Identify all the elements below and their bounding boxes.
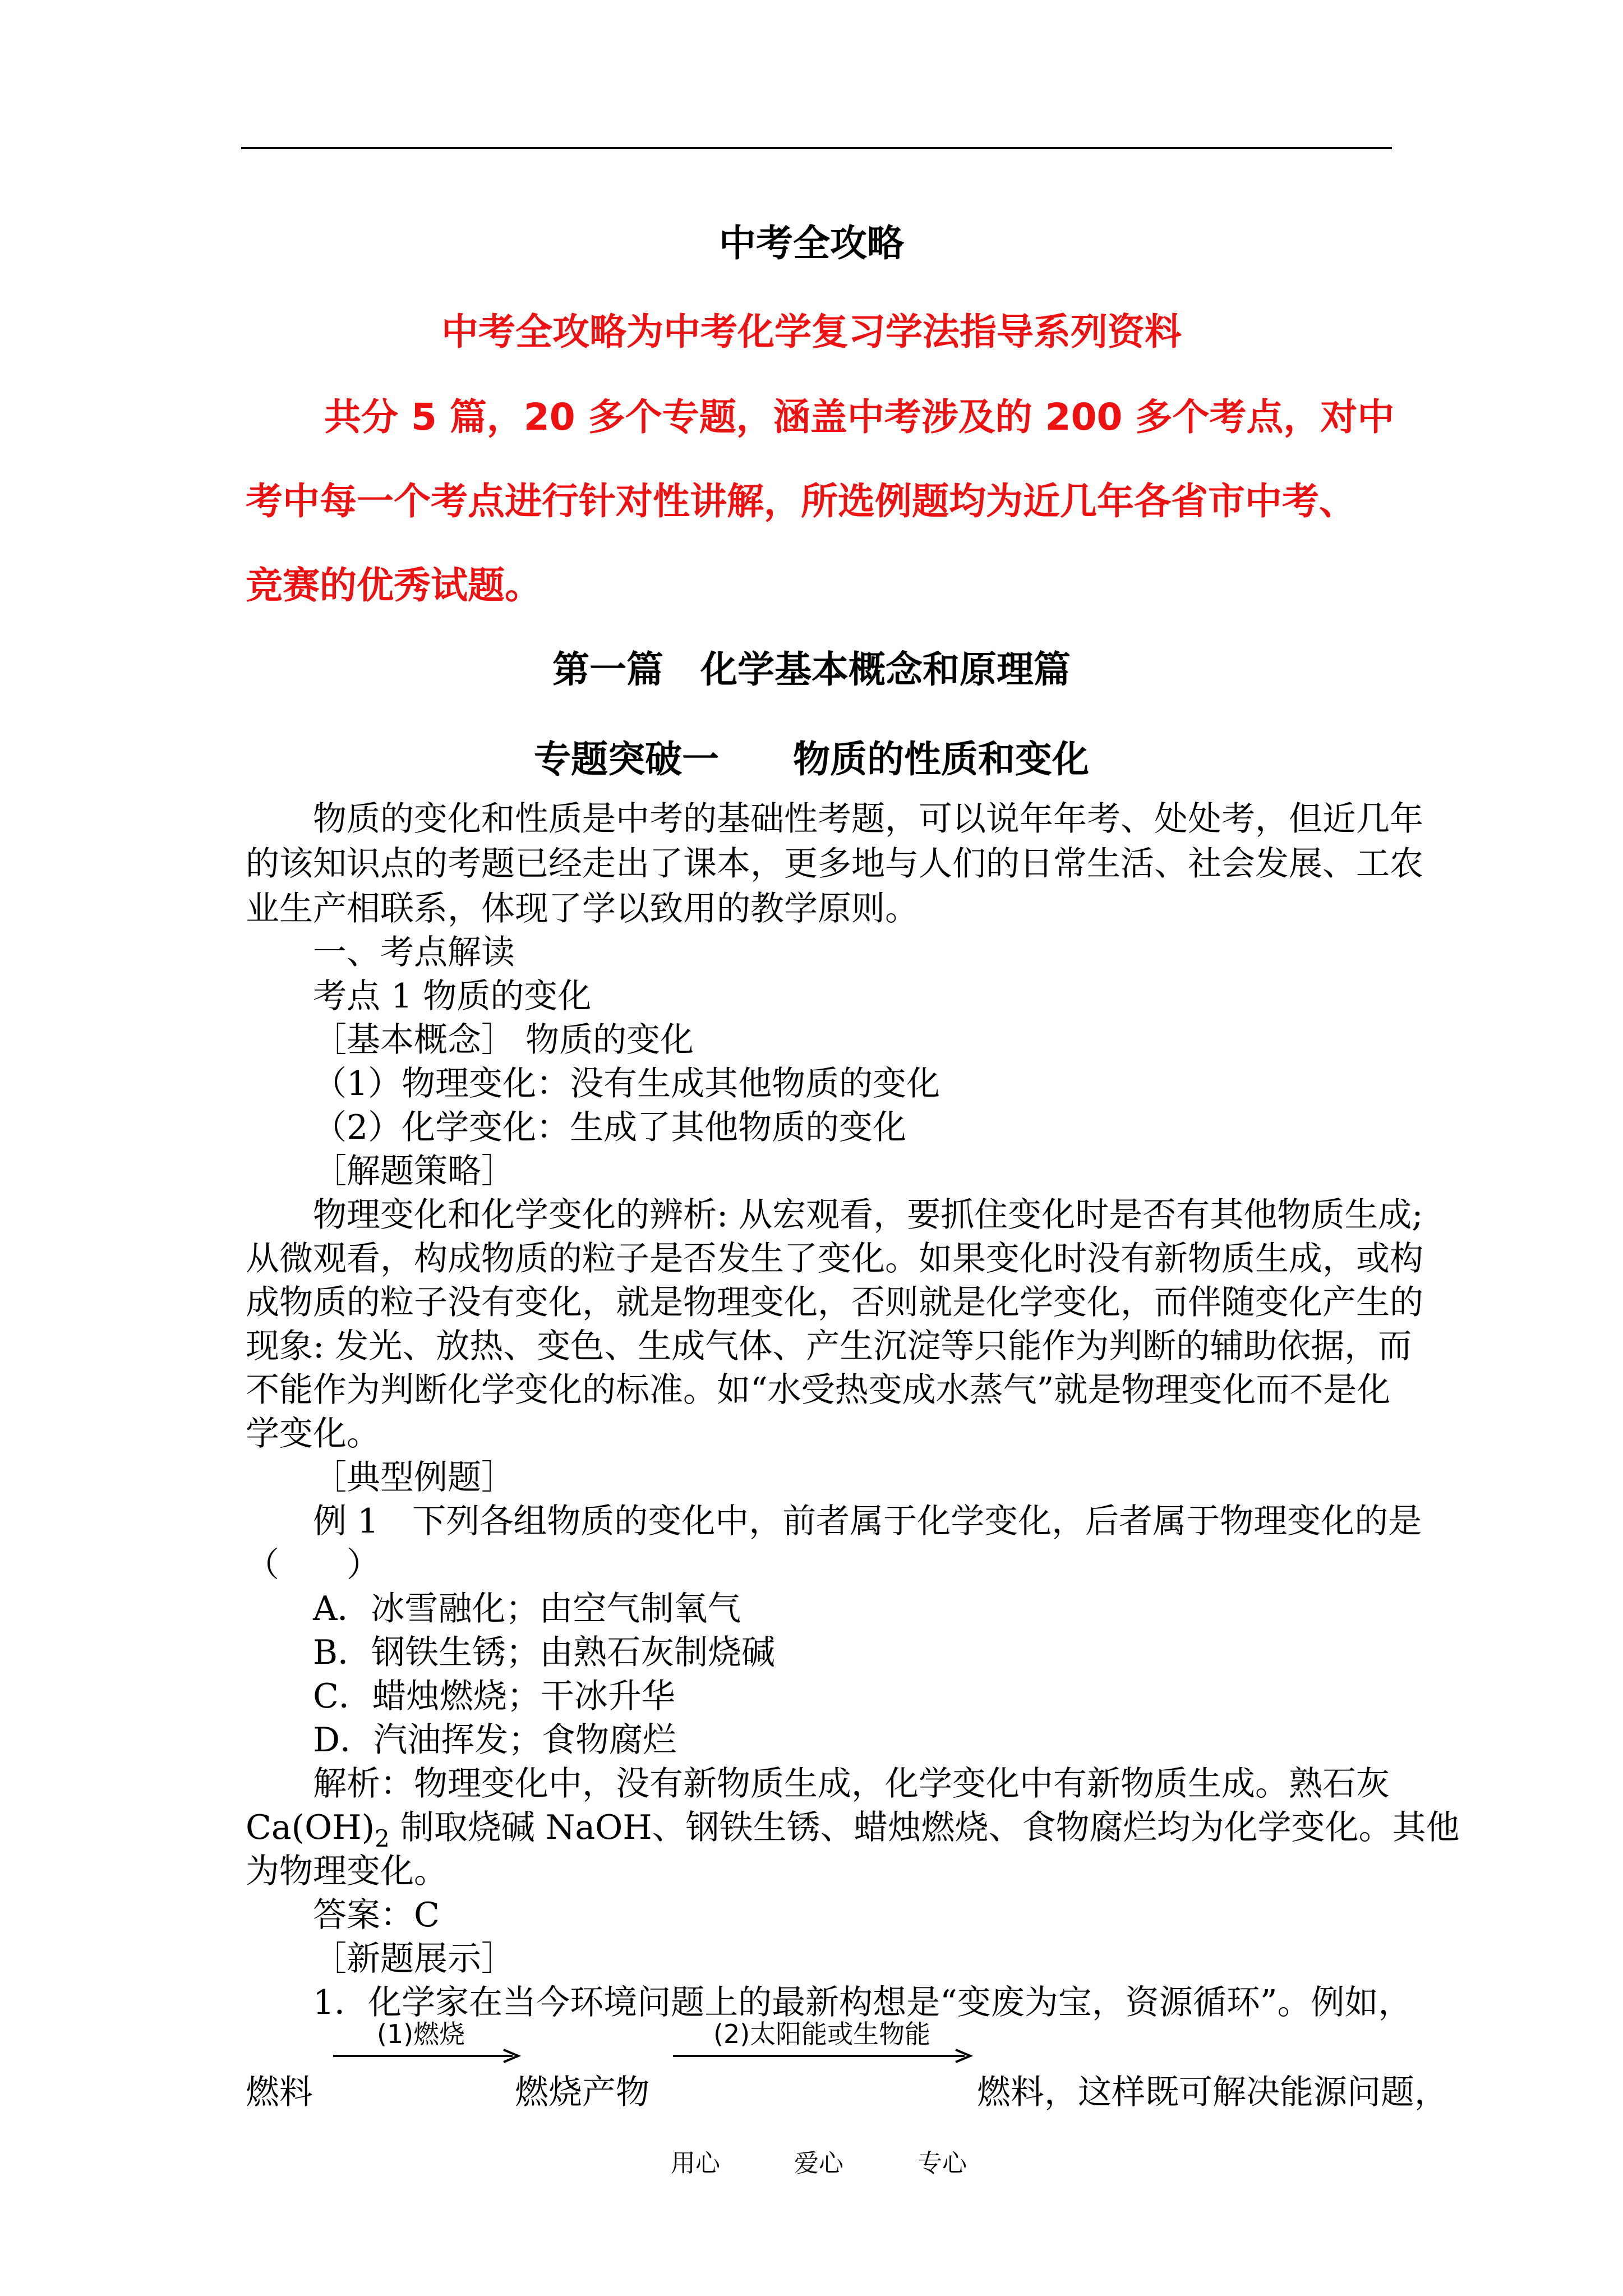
para2-line6: 学变化。 <box>246 1414 380 1453</box>
option-d: D．汽油挥发；食物腐烂 <box>313 1720 677 1760</box>
strategy-heading: ［解题策略］ <box>313 1152 515 1191</box>
analysis-line2-rest: 制取烧碱 NaOH、钢铁生锈、蜡烛燃烧、食物腐烂均为化学变化。其他 <box>389 1808 1460 1847</box>
para1-line2: 的该知识点的考题已经走出了课本，更多地与人们的日常生活、社会发展、工农 <box>246 844 1423 884</box>
topic-title: 专题突破一 物质的性质和变化 <box>534 738 1089 781</box>
para2-line1: 物理变化和化学变化的辨析: 从宏观看，要抓住变化时是否有其他物质生成; <box>313 1195 1423 1235</box>
para1-line1: 物质的变化和性质是中考的基础性考题，可以说年年考、处处考，但近几年 <box>313 799 1423 839</box>
para2-line5: 不能作为判断化学变化的标准。如“水受热变成水蒸气”就是物理变化而不是化 <box>246 1370 1391 1410</box>
kaodian-heading: 考点 1 物质的变化 <box>313 977 592 1016</box>
section-heading: 一、考点解读 <box>313 933 515 972</box>
part-title: 第一篇 化学基本概念和原理篇 <box>552 648 1071 691</box>
page-subtitle: 中考全攻略为中考化学复习学法指导系列资料 <box>441 310 1182 353</box>
analysis-line1: 解析：物理变化中，没有新物质生成，化学变化中有新物质生成。熟石灰 <box>313 1764 1390 1803</box>
page-title: 中考全攻略 <box>719 222 904 265</box>
intro-line-1: 共分 5 篇，20 多个专题，涵盖中考涉及的 200 多个考点，对中 <box>324 395 1395 439</box>
example-heading: ［典型例题］ <box>313 1458 515 1497</box>
option-c: C．蜡烛燃烧；干冰升华 <box>313 1677 675 1716</box>
arrow-right-icon <box>672 2047 975 2064</box>
flow-start: 燃料 <box>246 2073 313 2112</box>
flow-mid: 燃烧产物 <box>515 2073 649 2112</box>
flow-arrow1-label: (1)燃烧 <box>377 2019 465 2049</box>
footer-item-2: 爱心 <box>794 2149 843 2178</box>
example1-question: 例 1 下列各组物质的变化中，前者属于化学变化，后者属于物理变化的是 <box>313 1502 1422 1541</box>
option-a: A．冰雪融化；由空气制氧气 <box>313 1589 741 1628</box>
para2-line3: 成物质的粒子没有变化，就是物理变化，否则就是化学变化，而伴随变化产生的 <box>246 1283 1423 1322</box>
basic-concept: ［基本概念］ 物质的变化 <box>313 1020 694 1060</box>
formula-caoh: Ca(OH) <box>246 1808 375 1847</box>
para1-line3: 业生产相联系，体现了学以致用的教学原则。 <box>246 889 919 928</box>
formula-subscript: 2 <box>375 1825 390 1852</box>
para2-line2: 从微观看，构成物质的粒子是否发生了变化。如果变化时没有新物质生成，或构 <box>246 1239 1423 1278</box>
intro-line-3: 竞赛的优秀试题。 <box>246 564 542 607</box>
footer-item-3: 专心 <box>917 2149 967 2178</box>
analysis-line3: 为物理变化。 <box>246 1852 448 1891</box>
arrow-right-icon <box>332 2047 523 2064</box>
definition-physical: （1）物理变化：没有生成其他物质的变化 <box>313 1064 940 1103</box>
flow-arrow2-label: (2)太阳能或生物能 <box>713 2019 931 2049</box>
example1-blank: （ ） <box>246 1545 380 1585</box>
answer: 答案：C <box>313 1895 440 1935</box>
intro-line-2: 考中每一个考点进行针对性讲解，所选例题均为近几年各省市中考、 <box>246 480 1356 523</box>
header-rule <box>241 147 1392 149</box>
para2-line4: 现象: 发光、放热、变色、生成气体、产生沉淀等只能作为判断的辅助依据，而 <box>246 1327 1412 1366</box>
new-question-heading: ［新题展示］ <box>313 1939 515 1978</box>
flow-end: 燃料，这样既可解决能源问题， <box>977 2073 1448 2112</box>
option-b: B．钢铁生锈；由熟石灰制烧碱 <box>313 1633 776 1672</box>
definition-chemical: （2）化学变化：生成了其他物质的变化 <box>313 1108 907 1147</box>
footer-item-1: 用心 <box>671 2149 720 2178</box>
question-1: 1．化学家在当今环境问题上的最新构想是“变废为宝，资源循环”。例如， <box>313 1983 1412 2022</box>
